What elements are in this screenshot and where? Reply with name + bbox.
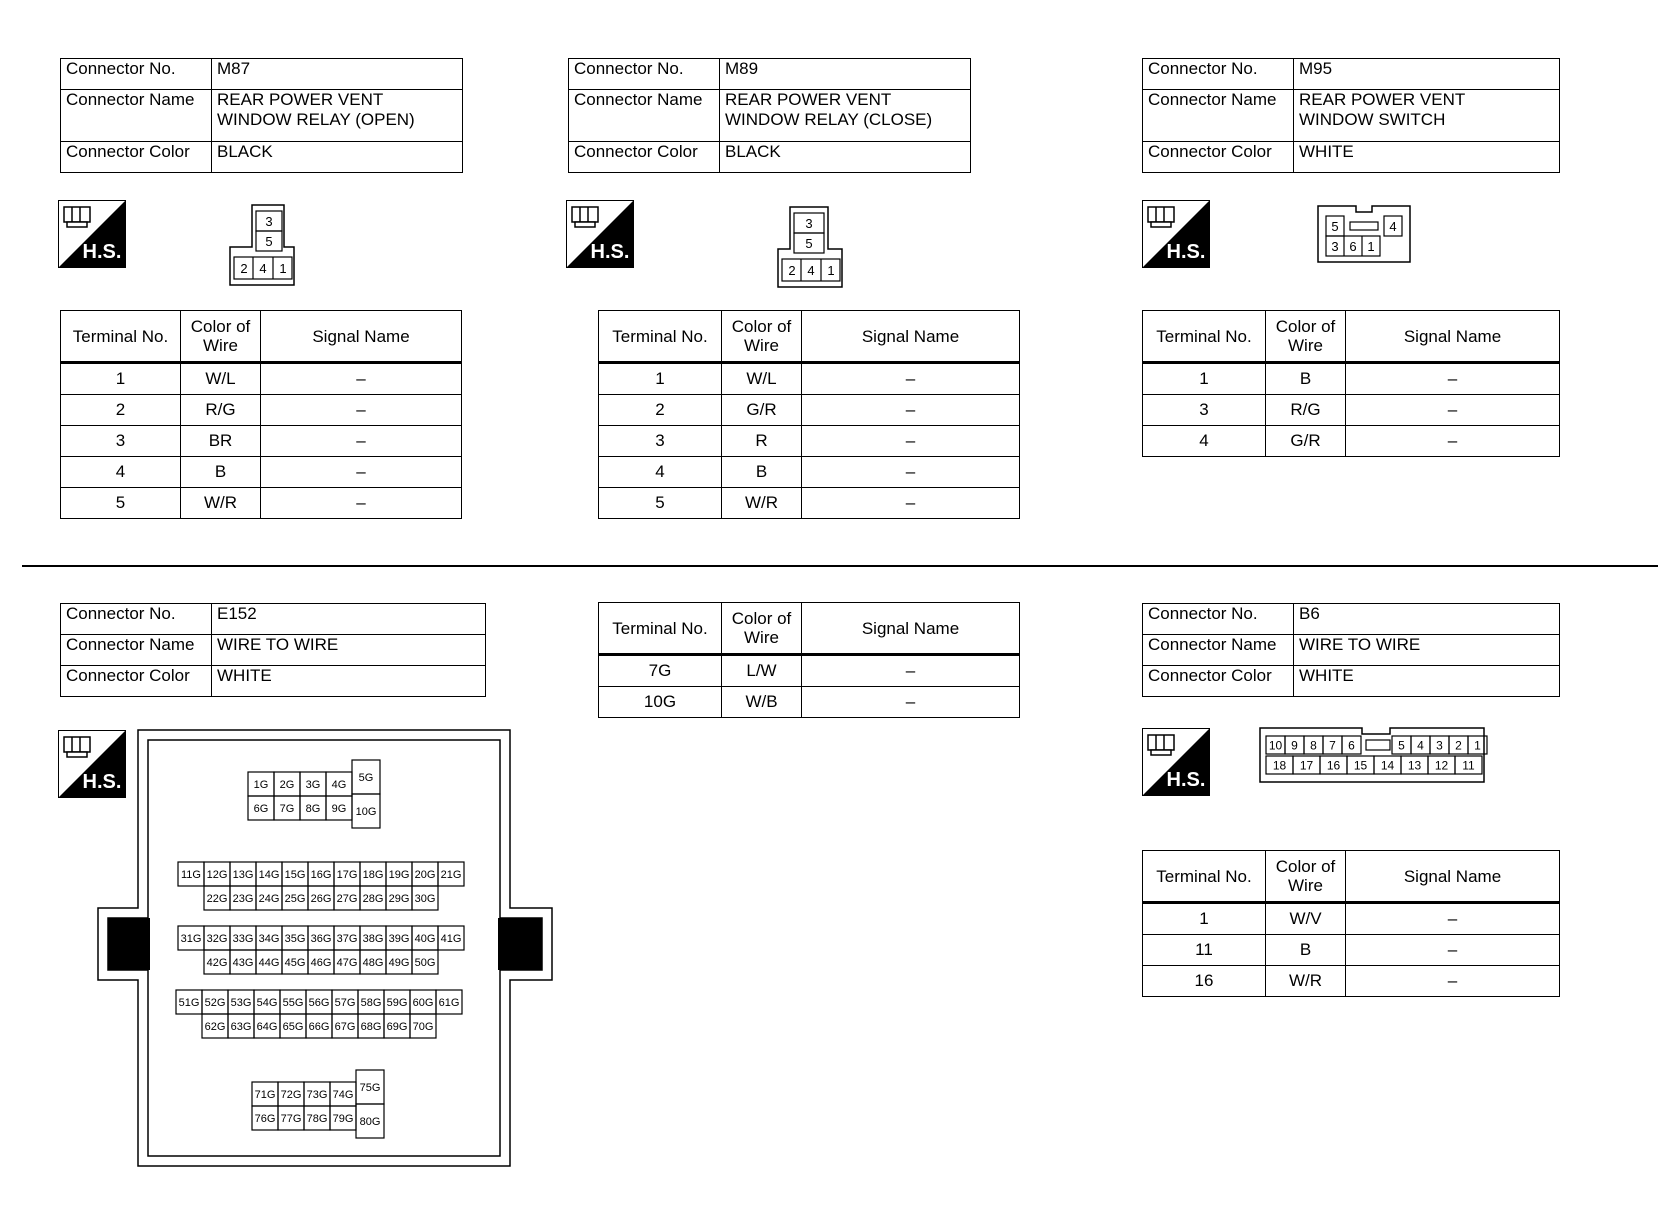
hs-icon [1142, 200, 1210, 268]
pin-label: 53G [230, 996, 252, 1009]
connector-name [1294, 90, 1560, 142]
pin-label: 48G [362, 956, 384, 969]
pin-label: 40G [414, 932, 436, 945]
pin-label: 45G [284, 956, 306, 969]
wire-color: W/R [1266, 966, 1346, 997]
pin-label: 3 [1436, 738, 1443, 753]
label-connector-color: Connector Color [61, 666, 212, 697]
connector-name-line1: REAR POWER VENT [725, 90, 892, 109]
m95-terminal-table [1142, 310, 1560, 457]
pin-label: 17G [336, 868, 358, 881]
pin-label: 2 [240, 261, 248, 276]
latch-left [108, 918, 150, 970]
hs-label: H.S. [1166, 241, 1206, 263]
pin-label: 17 [1299, 758, 1314, 773]
pin-label: 18 [1272, 758, 1287, 773]
terminal-no: 16 [1143, 966, 1266, 997]
header-color-line1: Color of [731, 317, 792, 336]
hs-icon [58, 200, 126, 268]
pin-label: 79G [332, 1112, 354, 1125]
connector-glyph-icon [572, 207, 598, 227]
wire-color: R [722, 426, 802, 457]
label-connector-no: Connector No. [61, 604, 212, 635]
header-terminal: Terminal No. [599, 603, 722, 655]
hs-label: H.S. [82, 771, 122, 793]
pin-label: 15G [284, 868, 306, 881]
m87-connector-face [228, 203, 312, 289]
table-row [1143, 426, 1560, 457]
connector-name-line1: REAR POWER VENT [217, 90, 384, 109]
connector-name-line2: WINDOW SWITCH [1299, 110, 1446, 129]
table-row [61, 363, 462, 395]
connector-color: BLACK [720, 142, 971, 173]
pin-label: 39G [388, 932, 410, 945]
pin-label: 34G [258, 932, 280, 945]
pin-label: 31G [180, 932, 202, 945]
latch-right [498, 918, 542, 970]
header-signal: Signal Name [802, 311, 1020, 363]
pin-label: 24G [258, 892, 280, 905]
header-terminal: Terminal No. [599, 311, 722, 363]
pin-label: 6 [1348, 738, 1355, 753]
connector-name [720, 90, 971, 142]
pin-label: 26G [310, 892, 332, 905]
pin-label: 65G [282, 1020, 304, 1033]
signal-name: – [802, 426, 1020, 457]
label-connector-color: Connector Color [569, 142, 720, 173]
table-row [599, 395, 1020, 426]
pin-label: 74G [332, 1088, 354, 1101]
pin-label: 13G [232, 868, 254, 881]
wire-color: G/R [1266, 426, 1346, 457]
pin-label: 58G [360, 996, 382, 1009]
hs-icon [566, 200, 634, 268]
pin-label: 15 [1353, 758, 1368, 773]
terminal-no: 3 [1143, 395, 1266, 426]
signal-name: – [261, 363, 462, 395]
pin-label: 4 [807, 263, 815, 278]
pin-label: 36G [310, 932, 332, 945]
m89-connector-face [776, 205, 860, 291]
signal-name: – [802, 687, 1020, 718]
connector-color: WHITE [212, 666, 486, 697]
label-connector-no: Connector No. [61, 59, 212, 90]
connector-no: E152 [212, 604, 486, 635]
pin-label: 2 [788, 263, 796, 278]
pin-label: 2 [1455, 738, 1462, 753]
connector-name [212, 90, 463, 142]
pin-label: 68G [360, 1020, 382, 1033]
wire-color: B [1266, 363, 1346, 395]
signal-name: – [261, 426, 462, 457]
header-terminal: Terminal No. [61, 311, 181, 363]
wire-color: R/G [181, 395, 261, 426]
header-color-line2: Wire [203, 336, 238, 355]
pin-label: 12 [1434, 758, 1449, 773]
pin-label: 20G [414, 868, 436, 881]
hs-label: H.S. [82, 241, 122, 263]
connector-name-line2: WINDOW RELAY (OPEN) [217, 110, 415, 129]
pin-label: 3 [265, 214, 273, 229]
wire-color: W/L [722, 363, 802, 395]
pin-label: 27G [336, 892, 358, 905]
table-row [1143, 966, 1560, 997]
pin-label: 6 [1349, 239, 1357, 254]
pin-label: 50G [414, 956, 436, 969]
pin-label: 3 [805, 216, 813, 231]
pin-label: 80G [359, 1115, 381, 1128]
table-row [1143, 903, 1560, 935]
label-connector-name: Connector Name [569, 90, 720, 142]
signal-name: – [261, 457, 462, 488]
signal-name: – [1346, 363, 1560, 395]
b6-connector-face [1258, 726, 1498, 786]
pin-label: 51G [178, 996, 200, 1009]
table-row [599, 655, 1020, 687]
pin-label: 33G [232, 932, 254, 945]
pin-label: 1 [1367, 239, 1375, 254]
pin-label: 61G [438, 996, 460, 1009]
signal-name: – [802, 488, 1020, 519]
wire-color: BR [181, 426, 261, 457]
table-row [599, 363, 1020, 395]
label-connector-no: Connector No. [1143, 59, 1294, 90]
header-color [722, 603, 802, 655]
header-color [1266, 311, 1346, 363]
header-color [181, 311, 261, 363]
terminal-no: 5 [599, 488, 722, 519]
pin-label: 5 [1331, 219, 1339, 234]
signal-name: – [802, 363, 1020, 395]
signal-name: – [802, 655, 1020, 687]
pin-label: 63G [230, 1020, 252, 1033]
pin-label: 59G [386, 996, 408, 1009]
m95-info-table [1142, 58, 1560, 173]
terminal-no: 2 [599, 395, 722, 426]
pin-label: 71G [254, 1088, 276, 1101]
pin-label: 42G [206, 956, 228, 969]
signal-name: – [1346, 903, 1560, 935]
wire-color: G/R [722, 395, 802, 426]
pin-label: 9G [331, 802, 347, 815]
signal-name: – [1346, 395, 1560, 426]
terminal-no: 4 [599, 457, 722, 488]
connector-color: BLACK [212, 142, 463, 173]
signal-name: – [261, 395, 462, 426]
label-connector-name: Connector Name [1143, 635, 1294, 666]
connector-name-line1: REAR POWER VENT [1299, 90, 1466, 109]
signal-name: – [1346, 935, 1560, 966]
pin-label: 76G [254, 1112, 276, 1125]
pin-label: 5 [805, 236, 813, 251]
connector-name: WIRE TO WIRE [1294, 635, 1560, 666]
pin-label: 29G [388, 892, 410, 905]
table-row [1143, 395, 1560, 426]
hs-label: H.S. [590, 241, 630, 263]
label-connector-color: Connector Color [61, 142, 212, 173]
terminal-no: 1 [61, 363, 181, 395]
wire-color: B [722, 457, 802, 488]
pin-label: 14G [258, 868, 280, 881]
header-color-line2: Wire [1288, 336, 1323, 355]
label-connector-no: Connector No. [569, 59, 720, 90]
terminal-no: 2 [61, 395, 181, 426]
header-signal: Signal Name [802, 603, 1020, 655]
pin-label: 21G [440, 868, 462, 881]
hs-icon [1142, 728, 1210, 796]
pin-label: 2G [279, 778, 295, 791]
signal-name: – [1346, 966, 1560, 997]
pin-label: 22G [206, 892, 228, 905]
label-connector-name: Connector Name [61, 635, 212, 666]
hs-label: H.S. [1166, 769, 1206, 791]
pin-label: 25G [284, 892, 306, 905]
pin-label: 69G [386, 1020, 408, 1033]
table-row [61, 488, 462, 519]
wire-color: B [1266, 935, 1346, 966]
table-row [1143, 363, 1560, 395]
pin-label: 18G [362, 868, 384, 881]
m95-connector-face [1316, 204, 1416, 266]
pin-label: 11G [181, 868, 201, 881]
terminal-no: 7G [599, 655, 722, 687]
table-row [61, 426, 462, 457]
header-color-line1: Color of [1275, 857, 1336, 876]
pin-label: 11 [1462, 758, 1475, 773]
header-color-line1: Color of [190, 317, 251, 336]
pin-label: 19G [388, 868, 410, 881]
terminal-no: 5 [61, 488, 181, 519]
pin-label: 49G [388, 956, 410, 969]
label-connector-color: Connector Color [1143, 142, 1294, 173]
terminal-no: 11 [1143, 935, 1266, 966]
label-connector-color: Connector Color [1143, 666, 1294, 697]
wire-color: R/G [1266, 395, 1346, 426]
pin-label: 6G [253, 802, 269, 815]
pin-label: 3G [305, 778, 321, 791]
m89-info-table [568, 58, 971, 173]
header-color [722, 311, 802, 363]
pin-label: 66G [308, 1020, 330, 1033]
header-color [1266, 851, 1346, 903]
wire-color: W/R [181, 488, 261, 519]
pin-label: 13 [1407, 758, 1422, 773]
pin-label: 73G [306, 1088, 328, 1101]
m87-terminal-table [60, 310, 462, 519]
header-color-line1: Color of [731, 609, 792, 628]
terminal-no: 3 [599, 426, 722, 457]
wire-color: L/W [722, 655, 802, 687]
pin-label: 77G [280, 1112, 302, 1125]
header-color-line2: Wire [1288, 876, 1323, 895]
signal-name: – [802, 457, 1020, 488]
pin-label: 14 [1380, 758, 1395, 773]
terminal-no: 4 [61, 457, 181, 488]
pin-label: 10 [1268, 738, 1283, 753]
pin-label: 4G [331, 778, 347, 791]
connector-glyph-icon [64, 737, 90, 757]
connector-color: WHITE [1294, 666, 1560, 697]
pin-label: 4 [259, 261, 267, 276]
pin-label: 44G [258, 956, 280, 969]
terminal-no: 1 [1143, 363, 1266, 395]
header-color-line1: Color of [1275, 317, 1336, 336]
pin-label: 10G [355, 805, 377, 818]
label-connector-name: Connector Name [1143, 90, 1294, 142]
signal-name: – [1346, 426, 1560, 457]
e152-info-table [60, 603, 486, 697]
e152-terminal-table [598, 602, 1020, 718]
pin-label: 55G [282, 996, 304, 1009]
pin-label: 47G [336, 956, 358, 969]
pin-label: 1 [279, 261, 287, 276]
pin-label: 43G [232, 956, 254, 969]
label-connector-name: Connector Name [61, 90, 212, 142]
terminal-no: 3 [61, 426, 181, 457]
m89-terminal-table [598, 310, 1020, 519]
connector-glyph-icon [1148, 735, 1174, 755]
table-row [599, 426, 1020, 457]
table-row [599, 457, 1020, 488]
header-terminal: Terminal No. [1143, 311, 1266, 363]
b6-info-table [1142, 603, 1560, 697]
header-signal: Signal Name [1346, 851, 1560, 903]
header-color-line2: Wire [744, 628, 779, 647]
pin-label: 7 [1329, 738, 1336, 753]
header-signal: Signal Name [261, 311, 462, 363]
pin-label: 78G [306, 1112, 328, 1125]
connector-glyph-icon [1148, 207, 1174, 227]
pin-label: 37G [336, 932, 358, 945]
pin-label: 8G [305, 802, 321, 815]
pin-label: 72G [280, 1088, 302, 1101]
pin-label: 46G [310, 956, 332, 969]
pin-label: 28G [362, 892, 384, 905]
section-divider [22, 565, 1658, 567]
pin-label: 60G [412, 996, 434, 1009]
pin-label: 4 [1417, 738, 1424, 753]
pin-label: 56G [308, 996, 330, 1009]
table-row [599, 488, 1020, 519]
pin-label: 5 [1398, 738, 1405, 753]
b6-terminal-table [1142, 850, 1560, 997]
pin-label: 64G [256, 1020, 278, 1033]
pin-label: 57G [334, 996, 356, 1009]
connector-color: WHITE [1294, 142, 1560, 173]
table-row [1143, 935, 1560, 966]
pin-label: 35G [284, 932, 306, 945]
table-row [61, 395, 462, 426]
label-connector-no: Connector No. [1143, 604, 1294, 635]
header-terminal: Terminal No. [1143, 851, 1266, 903]
connector-no: M89 [720, 59, 971, 90]
table-row [599, 687, 1020, 718]
pin-label: 52G [204, 996, 226, 1009]
pin-label: 7G [279, 802, 295, 815]
signal-name: – [261, 488, 462, 519]
header-signal: Signal Name [1346, 311, 1560, 363]
pin-label: 23G [232, 892, 254, 905]
terminal-no: 4 [1143, 426, 1266, 457]
m87-info-table [60, 58, 463, 173]
pin-label: 3 [1331, 239, 1339, 254]
terminal-no: 1 [1143, 903, 1266, 935]
pin-label: 16G [310, 868, 332, 881]
wire-color: W/B [722, 687, 802, 718]
signal-name: – [802, 395, 1020, 426]
pin-label: 32G [206, 932, 228, 945]
pin-label: 1 [827, 263, 835, 278]
wire-color: W/R [722, 488, 802, 519]
pin-label: 30G [414, 892, 436, 905]
wire-color: W/V [1266, 903, 1346, 935]
pin-label: 12G [206, 868, 228, 881]
pin-label: 75G [359, 1081, 381, 1094]
connector-no: B6 [1294, 604, 1560, 635]
pin-label: 5 [265, 234, 273, 249]
pin-label: 8 [1310, 738, 1317, 753]
connector-glyph-icon [64, 207, 90, 227]
e152-connector-face [96, 728, 556, 1170]
pin-label: 38G [362, 932, 384, 945]
pin-label: 5G [358, 771, 374, 784]
pin-label: 54G [256, 996, 278, 1009]
pin-label: 16 [1326, 758, 1341, 773]
pin-label: 1G [253, 778, 269, 791]
terminal-no: 1 [599, 363, 722, 395]
pin-label: 70G [412, 1020, 434, 1033]
connector-name: WIRE TO WIRE [212, 635, 486, 666]
connector-no: M87 [212, 59, 463, 90]
table-row [61, 457, 462, 488]
pin-label: 67G [334, 1020, 356, 1033]
pin-label: 9 [1291, 738, 1298, 753]
terminal-no: 10G [599, 687, 722, 718]
pin-label: 62G [204, 1020, 226, 1033]
wire-color: W/L [181, 363, 261, 395]
header-color-line2: Wire [744, 336, 779, 355]
connector-name-line2: WINDOW RELAY (CLOSE) [725, 110, 933, 129]
pin-label: 1 [1474, 738, 1481, 753]
wire-color: B [181, 457, 261, 488]
pin-label: 41G [440, 932, 462, 945]
pin-label: 4 [1389, 219, 1397, 234]
connector-no: M95 [1294, 59, 1560, 90]
